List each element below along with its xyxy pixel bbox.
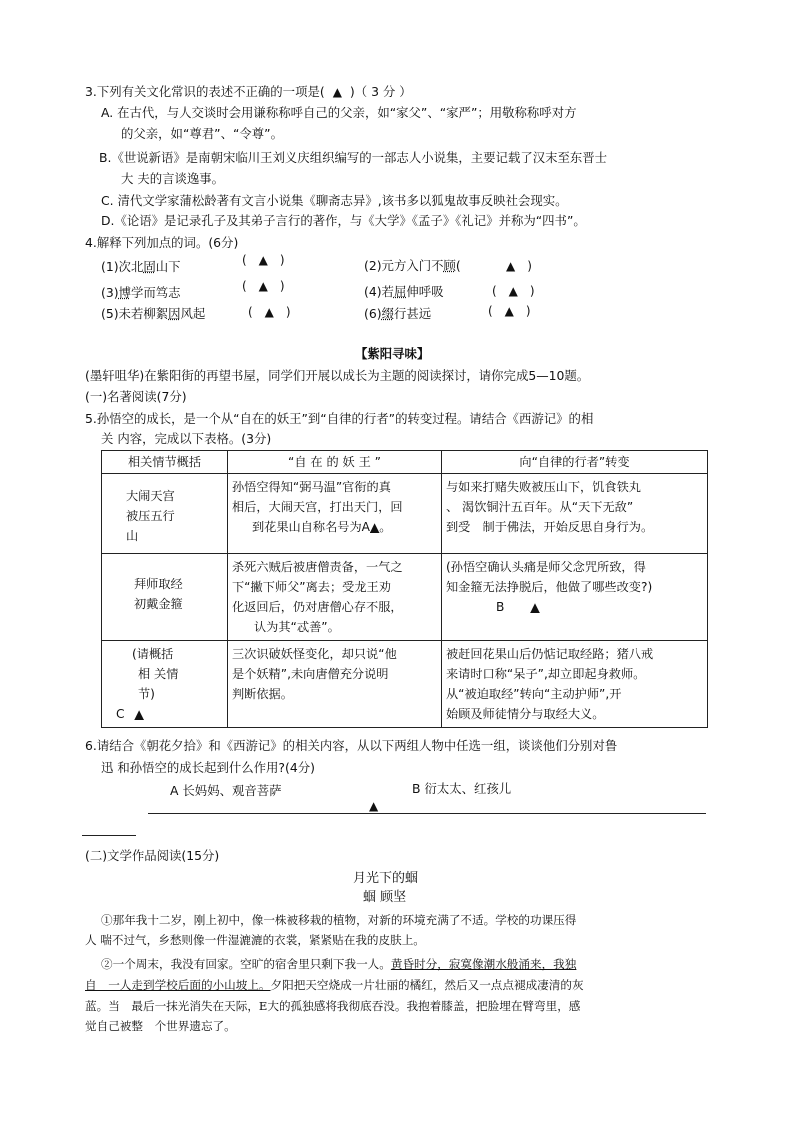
part1-heading: (一)名著阅读(7分) [85, 389, 187, 404]
paragraph-1: ①那年我十二岁，刚上初中，像一株被移栽的植物，对新的环境充满了不适。学校的功课压得 [101, 913, 577, 927]
answer-line [148, 813, 706, 814]
change-cell: 与如来打赌失败被压山下，饥食铁丸 、 渴饮铜汁五百年。从“天下无敌” 到受 制于佛法，开始反思自身行为。 [442, 474, 708, 554]
answer-blank-c[interactable]: ▲ [134, 707, 144, 721]
plot-cell: (请概括 相 关情 节) C ▲ [102, 641, 228, 728]
q4-blank-1[interactable]: ( ▲ ) [242, 253, 285, 267]
table-header: “自 在 的 妖 王 ” [228, 451, 442, 474]
q4-stem: 4.解释下列加点的词。(6分) [85, 235, 239, 250]
table-header: 相关情节概括 [102, 451, 228, 474]
q6-answer-blank[interactable]: ▲ [369, 799, 379, 813]
q6-stem: 6.请结合《朝花夕拾》和《西游记》的相关内容，从以下两组人物中任选一组，谈谈他们分别对鲁 [85, 738, 618, 753]
q4-blank-6[interactable]: ( ▲ ) [488, 304, 531, 318]
table-header: 向“自律的行者”转变 [442, 451, 708, 474]
answer-line-end [82, 835, 136, 836]
change-cell: 被赶回花果山后仍惦记取经路；猪八戒 来请时口称“呆子”,却立即起身救师。 从“被迫取经”转向“主动护师”,开 始顾及师徒情分与取经大义。 [442, 641, 708, 728]
paragraph-2: ②一个周末，我没有回家。空旷的宿舍里只剩下我一人。黄昏时分，寂寞像潮水般涌来，我独 [101, 957, 577, 971]
q4-item-5: (5)未若柳絮因风起 [101, 306, 206, 321]
answer-blank[interactable]: ▲ [332, 85, 342, 99]
q3-option-c: C. 清代文学家蒲松龄著有文言小说集《聊斋志异》,该书多以狐鬼故事反映社会现实。 [101, 193, 568, 208]
q3-option-b-cont: 大 夫的言谈逸事。 [121, 171, 225, 186]
answer-blank-a[interactable]: ▲ [370, 520, 380, 534]
plot-cell: 大闹天宫 被压五行 山 [102, 474, 228, 554]
q5-stem: 5.孙悟空的成长，是一个从“自在的妖王”到“自律的行者”的转变过程。请结合《西游记》的相 [85, 411, 594, 426]
q4-item-3: (3)博学而笃志 [101, 285, 181, 300]
article-title: 月光下的蝈 [353, 871, 419, 886]
answer-blank-b[interactable]: ▲ [530, 600, 540, 614]
q4-blank-3[interactable]: ( ▲ ) [242, 279, 285, 293]
q5-stem-cont: 关 内容，完成以下表格。(3分) [101, 431, 272, 446]
plot-cell: 拜师取经 初戴金箍 [102, 554, 228, 641]
free-cell: 孙悟空得知“弼马温”官衔的真 相后，大闹天宫，打出天门，回 到花果山自称名号为A▲。 [228, 474, 442, 554]
paragraph-2-line3: 蓝。当 最后一抹光消失在天际，E大的孤独感将我彻底吞没。我抱着膝盖，把脸埋在臂弯里，感 [85, 999, 581, 1013]
free-cell: 三次识破妖怪变化，却只说“他 是个妖精”,未向唐僧充分说明 判断依据。 [228, 641, 442, 728]
q4-item-6: (6)缀行甚远 [364, 306, 432, 321]
article-author: 蝈 顾坚 [363, 890, 407, 905]
q4-blank-5[interactable]: ( ▲ ) [248, 305, 291, 319]
q3-option-a: A. 在古代，与人交谈时会用谦称称呼自己的父亲，如“家父”、“家严”；用敬称称呼对方 [101, 105, 577, 120]
paragraph-1-cont: 人 喘不过气，乡愁则像一件湿漉漉的衣裳，紧紧贴在我的皮肤上。 [85, 933, 425, 947]
q4-item-4: (4)若屈伸呼吸 [364, 284, 444, 299]
q3-option-d: D.《论语》是记录孔子及其弟子言行的著作，与《大学》《孟子》《礼记》并称为“四书”。 [101, 213, 586, 228]
section-intro: (墨轩咀华)在紫阳街的再望书屋，同学们开展以成长为主题的阅读探讨，请你完成5—10题。 [85, 368, 590, 383]
q3-option-a-cont: 的父亲，如“尊君”、“令尊”。 [121, 126, 283, 141]
table-row [102, 641, 708, 728]
q5-table [101, 450, 708, 728]
q6-option-b: B 衍太太、红孩儿 [412, 781, 512, 796]
underlined-sentence: 黄昏时分，寂寞像潮水般涌来，我独 [390, 957, 577, 971]
q6-option-a: A 长妈妈、观音菩萨 [170, 783, 282, 798]
q4-blank-2[interactable]: ▲ ) [506, 259, 532, 273]
table-row [102, 474, 708, 554]
q4-item-1: (1)次北固山下 [101, 259, 181, 274]
paragraph-2-cont: 自 一人走到学校后面的小山坡上。夕阳把天空烧成一片壮丽的橘红，然后又一点点褪成凄清的灰 [85, 978, 584, 992]
q3-option-b: B.《世说新语》是南朝宋临川王刘义庆组织编写的一部志人小说集，主要记载了汉末至东晋士 [99, 150, 608, 165]
paragraph-2-line4: 觉自己被整 个世界遗忘了。 [85, 1019, 236, 1033]
q6-stem-cont: 迅 和孙悟空的成长起到什么作用?(4分) [101, 760, 315, 775]
q4-blank-4[interactable]: ( ▲ ) [492, 284, 535, 298]
change-cell: (孙悟空确认头痛是师父念咒所致，得 知金箍无法挣脱后，他做了哪些改变?) B ▲ [442, 554, 708, 641]
free-cell: 杀死六贼后被唐僧责备，一气之 下“撇下师父”离去；受龙王劝 化返回后，仍对唐僧心存不服， 认为其“忒善”。 [228, 554, 442, 641]
table-row [102, 554, 708, 641]
part2-heading: (二)文学作品阅读(15分) [85, 848, 220, 863]
section-title: 【紫阳寻味】 [355, 346, 430, 361]
q4-item-2: (2)元方入门不顾( [364, 258, 461, 273]
q3-stem: 3.下列有关文化常识的表述不正确的一项是( ▲ )（ 3 分 ） [85, 84, 412, 99]
